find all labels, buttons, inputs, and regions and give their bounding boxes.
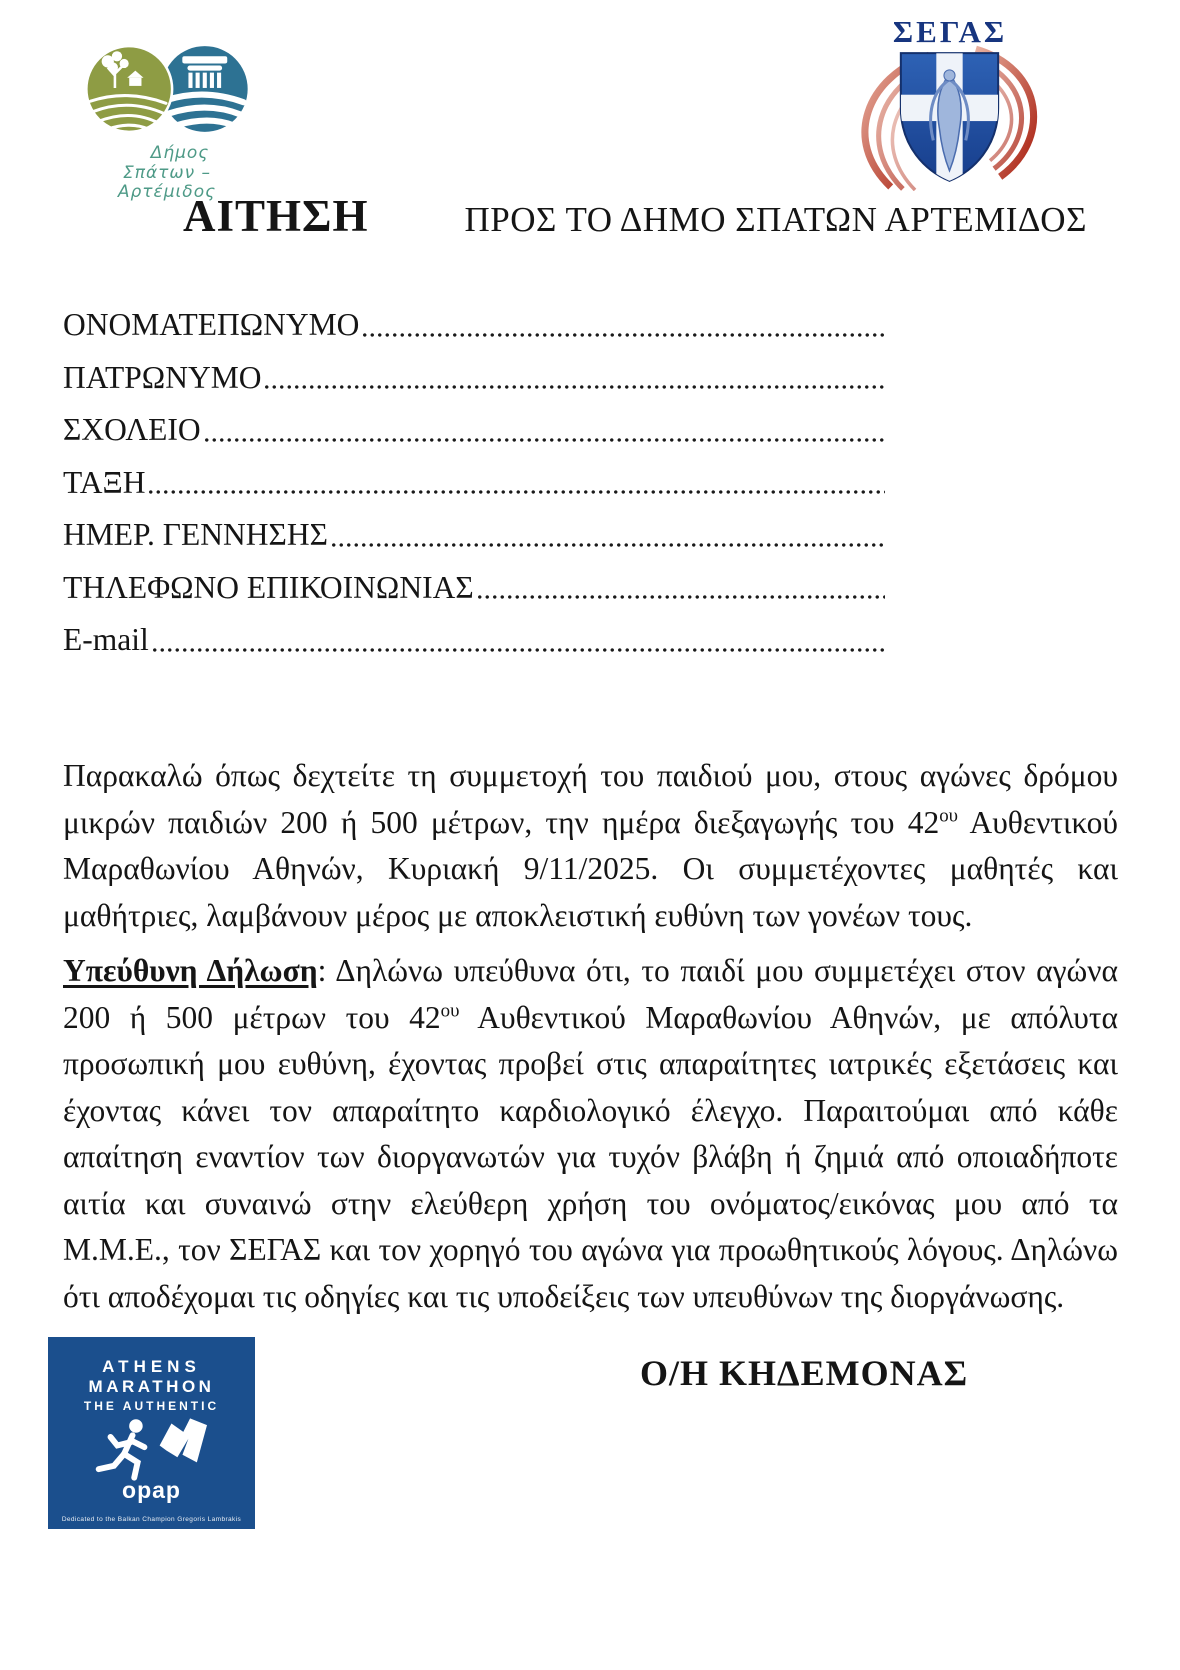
ordinal-superscript: ου [939, 805, 959, 826]
athens-marathon-logo [48, 1337, 255, 1529]
runner-icon [88, 1415, 216, 1481]
marathon-dedication-text: Dedicated to the Balkan Champion Gregoris Lambrakis [61, 1515, 242, 1523]
ordinal-superscript: ου [440, 1000, 460, 1021]
declaration-lead: Υπεύθυνη Δήλωση [63, 953, 318, 988]
municipality-name-line1: Δήμος [150, 143, 210, 163]
field-father-name-label: ΠΑΤΡΩΝΥΜΟ [63, 359, 262, 395]
marathon-logo-line3: THE AUTHENTIC [83, 1398, 220, 1413]
field-birthdate-fill-line [330, 543, 885, 547]
declaration-colon: : [317, 953, 336, 988]
declaration-paragraph [63, 948, 1118, 1320]
field-email-label: E-mail [63, 622, 149, 657]
field-email-fill-line [151, 648, 885, 652]
municipality-name-line2: Σπάτων – Αρτέμιδος [117, 162, 217, 203]
field-class [63, 457, 885, 510]
request-paragraph [63, 753, 1118, 939]
field-phone-fill-line [476, 595, 885, 599]
field-fullname-label: ΟΝΟΜΑΤΕΠΩΝΥΜΟ [63, 307, 360, 342]
segas-shield-icon [856, 41, 1044, 191]
request-paragraph-text-1: Παρακαλώ όπως δεχτείτε τη συμμετοχή του παιδιού μου, στους αγώνες δρόμου μικρών παιδιών 200 ή 500 μέτρων, την ημέρα διεξαγωγής του 42 [63, 758, 1118, 840]
field-school-label: ΣΧΟΛΕΙΟ [63, 412, 201, 447]
field-phone [63, 562, 885, 615]
declaration-text-1: Δηλώνω υπεύθυνα ότι, το παιδί μου συμμετέχει στον αγώνα 200 ή 500 μέτρων του 42 [63, 953, 1118, 1035]
declaration-text-2: Αυθεντικού Μαραθωνίου Αθηνών, με απόλυτα προσωπική μου ευθύνη, έχοντας προβεί στις απαραίτητες ιατρικές εξετάσεις και έχοντας κάνει τον απαραίτητο καρδιολογικό έλεγχο. Παραιτούμαι από κάθε απαίτηση εναντίον των διοργανωτών για τυχόν βλάβη ή ζημιά από οποιαδήποτε αιτία και συναινώ στην ελεύθερη χρήση του ονόματος/εικόνας μου από τα Μ.Μ.Ε., τον ΣΕΓΑΣ και τον χορηγό του αγώνα για προωθητικούς λόγους. Δηλώνω ότι αποδέχομαι τις οδηγίες και τις υποδείξεις των υπευθύνων της διοργάνωσης. [63, 999, 1118, 1314]
field-email [63, 614, 885, 667]
field-phone-label: ΤΗΛΕΦΩΝΟ ΕΠΙΚΟΙΝΩΝΙΑΣ [63, 569, 474, 605]
document-recipient-title: ΠΡΟΣ ΤΟ ΔΗΜΟ ΣΠΑΤΩΝ ΑΡΤΕΜΙΔΟΣ [464, 200, 1087, 239]
segas-logo-title: ΣΕΓΑΣ [892, 14, 1008, 49]
document-type-title: ΑΙΤΗΣΗ [183, 191, 369, 241]
field-school-fill-line [203, 438, 885, 442]
field-father-name [63, 352, 885, 405]
field-school [63, 404, 885, 457]
title-row [63, 190, 1117, 242]
field-class-fill-line [147, 490, 885, 494]
field-birthdate-label: ΗΜΕΡ. ΓΕΝΝΗΣΗΣ [63, 517, 328, 552]
field-class-label: ΤΑΞΗ [63, 464, 146, 500]
field-fullname [63, 299, 885, 352]
opap-sponsor-logo: opap [122, 1476, 181, 1503]
municipality-emblem-icon [80, 42, 254, 139]
field-father-name-fill-line [263, 385, 885, 389]
segas-logo [856, 16, 1044, 196]
municipality-logo [80, 42, 254, 203]
request-paragraph-text-2: Αυθεντικού Μαραθωνίου Αθηνών, Κυριακή 9/11/2025. Οι συμμετέχοντες μαθητές και μαθήτριες, λαμβάνουν μέρος με αποκλειστική ευθύνη των γονέων τους. [63, 804, 1119, 933]
field-fullname-fill-line [361, 333, 885, 337]
guardian-signature-label: Ο/Η ΚΗΔΕΜΟΝΑΣ [640, 1353, 969, 1393]
marathon-logo-line2: MARATHON [88, 1377, 215, 1397]
marathon-logo-line1: ATHENS [102, 1357, 201, 1376]
field-birthdate [63, 509, 885, 562]
form-fields [63, 299, 885, 667]
